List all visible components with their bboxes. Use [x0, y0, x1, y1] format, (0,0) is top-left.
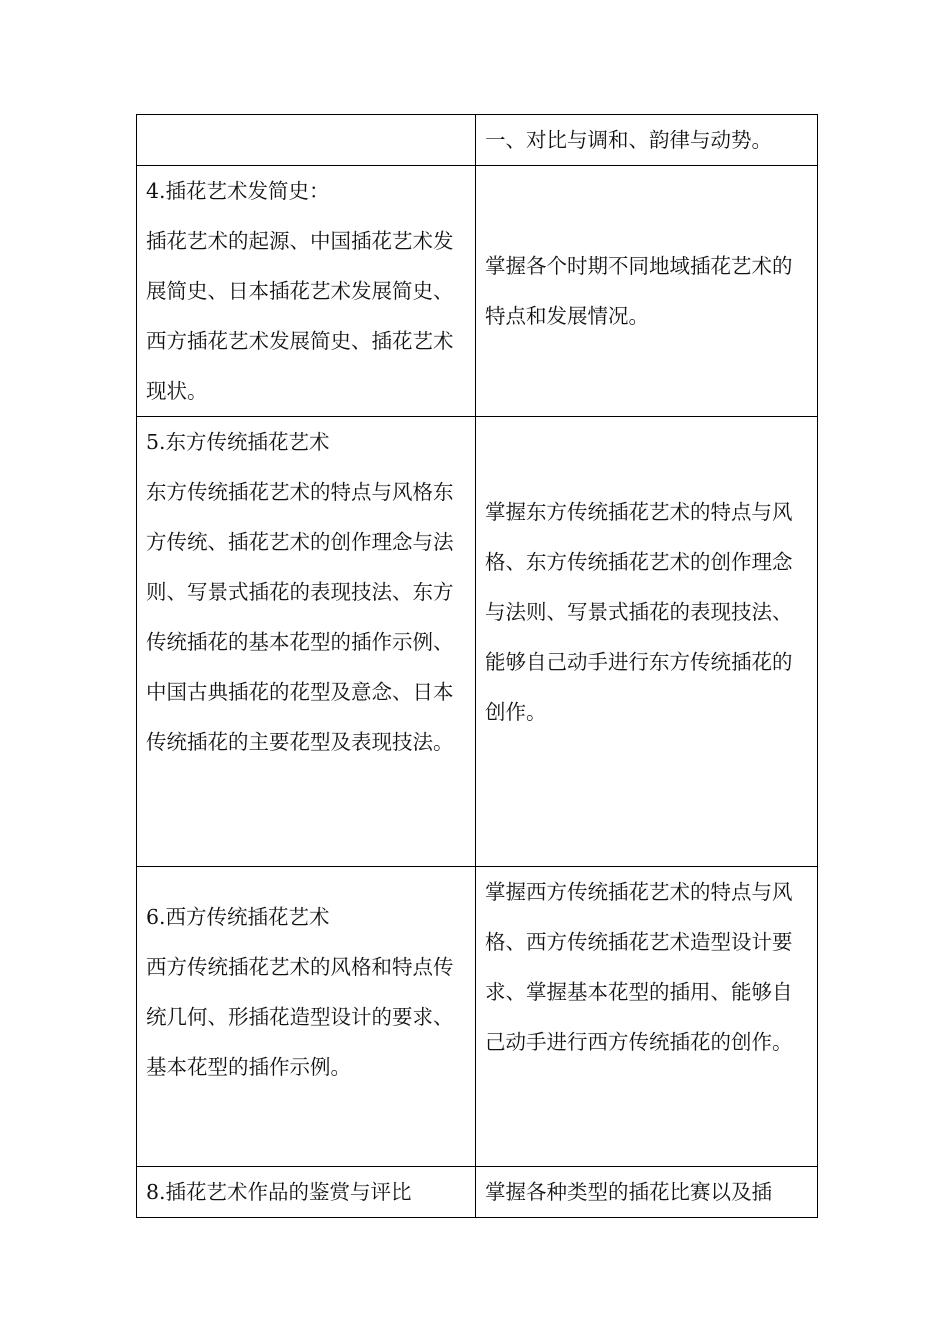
table-row [137, 1167, 818, 1218]
table-cell-objective [476, 417, 818, 867]
table-cell-topic [137, 1167, 476, 1218]
topic-title: 4.插花艺术发简史： [146, 179, 330, 203]
topic-title: 8.插花艺术作品的鉴赏与评比 [146, 1180, 412, 1204]
table-row [137, 417, 818, 867]
cell-text: 一、对比与调和、韵律与动势。 [485, 128, 772, 152]
table-cell-topic [137, 115, 476, 166]
objective-text: 掌握东方传统插花艺术的特点与风格、东方传统插花艺术的创作理念与法则、写景式插花的表现技法、能够自己动手进行东方传统插花的创作。 [485, 499, 793, 724]
topic-body: 插花艺术的起源、中国插花艺术发展简史、日本插花艺术发展简史、西方插花艺术发展简史、插花艺术现状。 [146, 229, 454, 403]
topic-title: 6.西方传统插花艺术 [146, 904, 330, 929]
table-row [137, 867, 818, 1167]
table-row [137, 166, 818, 417]
table-cell-topic [137, 867, 476, 1167]
syllabus-table [136, 114, 818, 1218]
table-cell-topic [137, 417, 476, 867]
objective-text: 掌握各个时期不同地域插花艺术的特点和发展情况。 [485, 254, 793, 328]
objective-text: 掌握各种类型的插花比赛以及插 [485, 1180, 772, 1204]
table-cell-objective [476, 1167, 818, 1218]
topic-body: 西方传统插花艺术的风格和特点传统几何、形插花造型设计的要求、基本花型的插作示例。 [146, 954, 454, 1079]
table-row [137, 115, 818, 166]
table-cell-objective [476, 115, 818, 166]
topic-title: 5.东方传统插花艺术 [146, 430, 330, 454]
table-cell-topic [137, 166, 476, 417]
table-cell-objective [476, 166, 818, 417]
table-cell-objective [476, 867, 818, 1167]
objective-text: 掌握西方传统插花艺术的特点与风格、西方传统插花艺术造型设计要求、掌握基本花型的插用、能够自己动手进行西方传统插花的创作。 [485, 880, 793, 1054]
topic-body: 东方传统插花艺术的特点与风格东方传统、插花艺术的创作理念与法则、写景式插花的表现技法、东方传统插花的基本花型的插作示例、中国古典插花的花型及意念、日本传统插花的主要花型及表现技法。 [146, 480, 454, 754]
